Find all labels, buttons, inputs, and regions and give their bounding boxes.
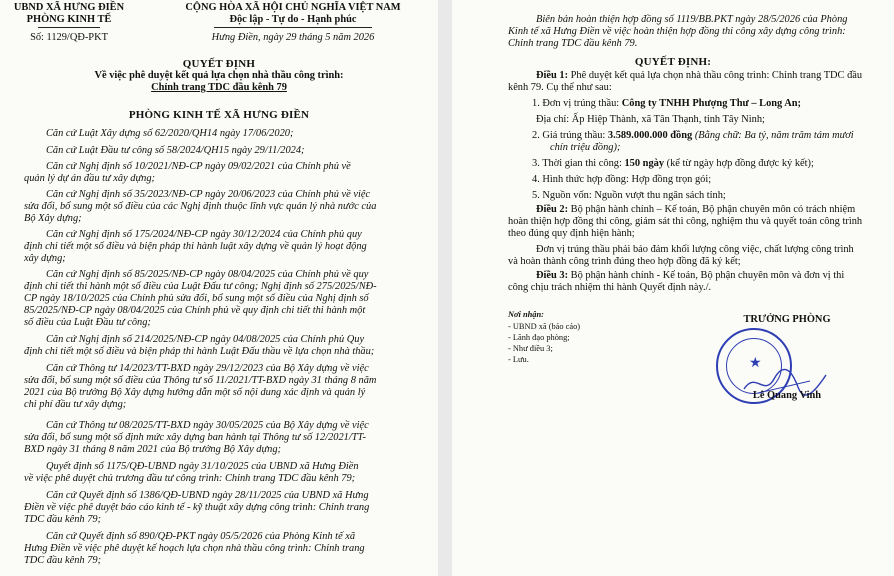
doc-number: Số: 1129/QĐ-PKT — [30, 32, 108, 43]
basis-line: quản lý dự án đầu tư xây dựng; — [24, 173, 155, 184]
motto: Độc lập - Tự do - Hạnh phúc — [229, 14, 357, 25]
article-1-label: Điều 1: — [536, 70, 569, 81]
decides-title: QUYẾT ĐỊNH: — [634, 56, 712, 68]
basis-line: sửa đổi, bổ sung một số điều của Thông tư số 11/2021/TT-BXD ngày 31 tháng 8 năm — [24, 375, 377, 386]
recipient-item: - Lưu. — [508, 355, 529, 364]
item-duration-value: 150 ngày — [624, 158, 665, 169]
item-winner — [532, 98, 801, 110]
article-2-label: Điều 2: — [536, 204, 569, 215]
nation-header: CỘNG HÒA XÃ HỘI CHỦ NGHĨA VIỆT NAM — [185, 2, 401, 13]
basis-line: TDC đầu kênh 79; — [24, 514, 102, 525]
basis-line: Căn cứ Nghị định số 175/2024/NĐ-CP ngày 30/12/2024 của Chính phủ quy — [46, 229, 362, 240]
basis-line: Căn cứ Luật Xây dựng số 62/2020/QH14 ngày 17/06/2020; — [46, 128, 294, 139]
basis-line: định chi tiết một số điều và biện pháp thi hành luật xây dựng về quản lý hoạt động — [24, 241, 367, 252]
recipients-title: Nơi nhận: — [508, 310, 544, 319]
intro-line: Biên bản hoàn thiện hợp đồng số 1119/BB.PKT ngày 28/5/2026 của Phòng — [536, 14, 848, 25]
article-2b-line: và hoàn thành công trình đúng theo hợp đồng đã ký kết; — [508, 256, 741, 267]
basis-line: Bộ Xây dựng; — [24, 213, 82, 224]
winner-address: Địa chỉ: Ấp Hiệp Thành, xã Tân Thạnh, tỉnh Tây Ninh; — [536, 114, 765, 125]
article-3 — [536, 270, 844, 282]
basis-line: sửa đổi, bổ sung một số định mức xây dựng ban hành tại Thông tư số 12/2021/TT- — [24, 432, 366, 443]
authority-title: PHÒNG KINH TẾ XÃ HƯNG ĐIỀN — [128, 109, 310, 121]
basis-line: Hưng Điền về việc phê duyệt kế hoạch lựa chọn nhà thầu công trình: Chỉnh trang — [24, 543, 365, 554]
basis-line: xây dựng; — [24, 253, 66, 264]
org-underline — [38, 27, 100, 28]
article-3-text: Bộ phận hành chính - Kế toán, Bộ phận chuyên môn và đơn vị thi — [570, 270, 845, 281]
item-duration-rest: (kể từ ngày hợp đồng được ký kết); — [666, 158, 814, 169]
signer-title: TRƯỞNG PHÒNG — [743, 314, 831, 325]
item-duration-label: 3. Thời gian thi công: — [532, 158, 622, 169]
recipient-item: - Như điều 3; — [508, 344, 553, 353]
basis-line: Căn cứ Thông tư 08/2025/TT-BXD ngày 30/05/2025 của Bộ Xây dựng về việc — [46, 420, 369, 431]
basis-line: BXD ngày 31 tháng 8 năm 2021 của Bộ trưởng Bộ Xây dựng; — [24, 444, 281, 455]
decision-subject: Về việc phê duyệt kết quả lựa chọn nhà thầu công trình: — [94, 70, 344, 81]
article-3-label: Điều 3: — [536, 270, 569, 281]
item-price-value: 3.589.000.000 đồng — [607, 130, 693, 141]
basis-line: về việc phê duyệt chủ trương đầu tư công trình: Chỉnh trang TDC đầu kênh 79; — [24, 473, 356, 484]
basis-line: sửa đổi, bổ sung một số điều của các Nghị định thuộc lĩnh vực quản lý nhà nước của — [24, 201, 377, 212]
basis-line: Điền về việc phê duyệt báo cáo kinh tế - kỹ thuật xây dựng công trình: Chỉnh trang — [24, 502, 370, 513]
basis-line: 85/2025/NĐ-CP ngày 08/04/2025 của Chính phủ về quy định chi tiết thi hành một — [24, 305, 366, 316]
article-1 — [536, 70, 862, 82]
item-price-words-cont: chín triệu đồng); — [550, 142, 621, 153]
intro-line: Chỉnh trang TDC đầu kênh 79. — [508, 38, 638, 49]
article-3-line: công chịu trách nhiệm thi hành Quyết định này./. — [508, 282, 712, 293]
item-price-words: (Bằng chữ: Ba tỷ, năm trăm tám mươi — [694, 130, 854, 141]
item-winner-label: 1. Đơn vị trúng thầu: — [532, 98, 620, 109]
item-price-label: 2. Giá trúng thầu: — [532, 130, 606, 141]
basis-line: Căn cứ Nghị định số 35/2023/NĐ-CP ngày 20/06/2023 của Chính phủ về việc — [46, 189, 371, 200]
seal-star-icon: ★ — [749, 356, 762, 371]
recipient-item: - Lãnh đạo phòng; — [508, 333, 570, 342]
motto-underline — [214, 27, 372, 28]
decision-title: QUYẾT ĐỊNH — [182, 58, 256, 70]
item-price — [532, 130, 854, 142]
article-1-text: Phê duyệt kết quả lựa chọn nhà thầu công trình: Chỉnh trang TDC đầu — [570, 70, 863, 81]
article-2-line: theo đúng quy định hiện hành; — [508, 228, 635, 239]
article-1-cont: kênh 79. Cụ thể như sau: — [508, 82, 612, 93]
place-date: Hưng Điền, ngày 29 tháng 5 năm 2026 — [211, 32, 375, 43]
item-winner-value: Công ty TNHH Phượng Thư – Long An; — [621, 98, 802, 109]
decision-subject-project: Chỉnh trang TDC đầu kênh 79 — [151, 82, 287, 93]
basis-line: Căn cứ Thông tư 14/2023/TT-BXD ngày 29/12/2023 của Bộ Xây dựng về việc — [46, 363, 369, 374]
article-2-text: Bộ phận hành chính – Kế toán, Bộ phận chuyên môn có trách nhiệm — [570, 204, 856, 215]
item-contract-type: 4. Hình thức hợp đồng: Hợp đồng trọn gói; — [532, 174, 712, 185]
item-funding: 5. Nguồn vốn: Nguồn vượt thu ngân sách tỉnh; — [532, 190, 726, 201]
basis-line: CP ngày 18/10/2025 của Chính phủ sửa đổi, bổ sung một số điều của Nghị định số — [24, 293, 369, 304]
basis-line: Quyết định số 1175/QĐ-UBND ngày 31/10/2025 của UBND xã Hưng Điền — [46, 461, 359, 472]
article-2b-line: Đơn vị trúng thầu phải bảo đảm khối lượng công việc, chất lượng công trình — [536, 244, 854, 255]
intro-line: Kinh tế xã Hưng Điền về việc hoàn thiện hợp đồng thi công xây dựng công trình: — [508, 26, 846, 37]
basis-line: chi phí đầu tư xây dựng; — [24, 399, 127, 410]
document-page-right — [452, 0, 894, 576]
article-2-line: hoàn thiện hợp đồng thi công, giám sát thi công, nghiệm thu và quyết toán công trình — [508, 216, 863, 227]
org-line2: PHÒNG KINH TẾ — [26, 14, 112, 25]
recipient-item: - UBND xã (báo cáo) — [508, 322, 581, 331]
basis-line: Căn cứ Nghị định số 10/2021/NĐ-CP ngày 09/02/2021 của Chính phủ về — [46, 161, 351, 172]
basis-line: định chi tiết thi hành một số điều của Luật Đấu tư công; Nghị định số 275/2025/NĐ- — [24, 281, 377, 292]
basis-line: định chi tiết một số điều và biện pháp thi hành Luật Đấu thầu về lựa chọn nhà thầu; — [24, 346, 375, 357]
basis-line: TDC đầu kênh 79; — [24, 555, 102, 566]
basis-line: Căn cứ Luật Đầu tư công số 58/2024/QH15 ngày 29/11/2024; — [46, 145, 305, 156]
document-page-left — [0, 0, 438, 576]
basis-line: 2021 của Bộ trưởng Bộ Xây dựng hướng dẫn một số nội dung xác định và quản lý — [24, 387, 366, 398]
basis-line: Căn cứ Quyết định số 1386/QĐ-UBND ngày 28/11/2025 của UBND xã Hưng — [46, 490, 369, 501]
basis-line: số điều của Luật Đầu tư công; — [24, 317, 151, 328]
org-line1: UBND XÃ HƯNG ĐIỀN — [13, 2, 125, 13]
article-2 — [536, 204, 855, 216]
basis-line: Căn cứ Nghị định số 85/2025/NĐ-CP ngày 08/04/2025 của Chính phủ về quy — [46, 269, 369, 280]
item-duration — [532, 158, 814, 170]
basis-line: Căn cứ Quyết định số 890/QĐ-PKT ngày 05/5/2026 của Phòng Kinh tế xã — [46, 531, 356, 542]
signer-name: Lê Quang Vinh — [752, 390, 822, 401]
basis-line: Căn cứ Nghị định số 214/2025/NĐ-CP ngày 04/08/2025 của Chính phủ Quy — [46, 334, 365, 345]
